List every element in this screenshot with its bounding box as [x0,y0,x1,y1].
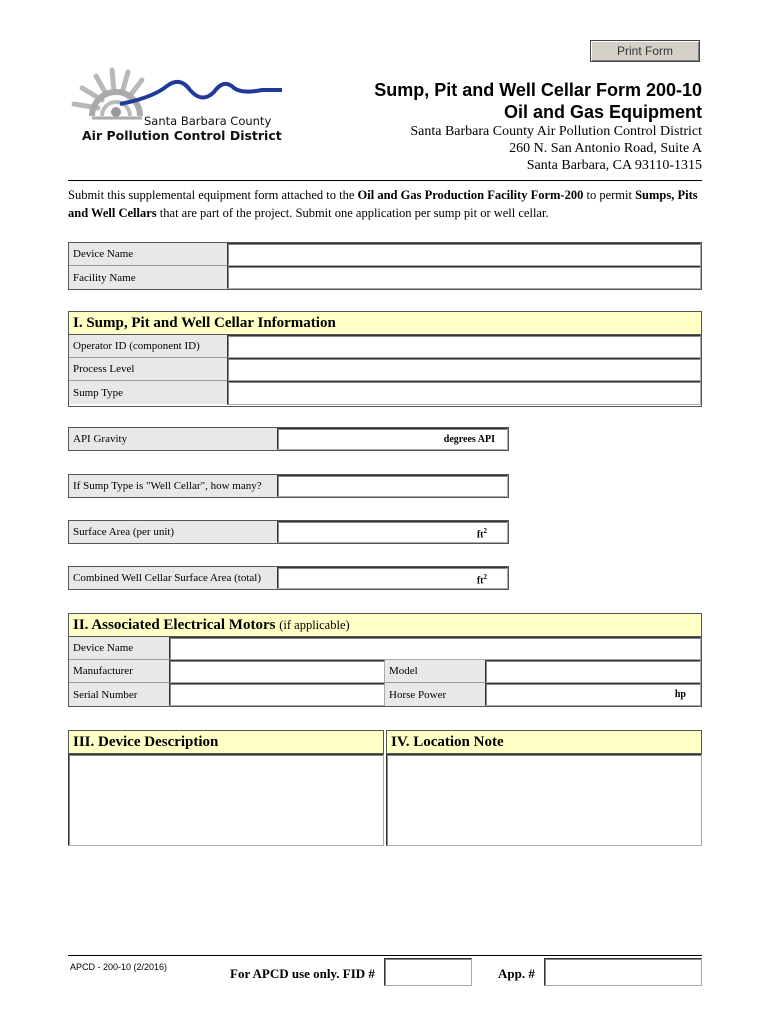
model-label: Model [385,660,485,683]
api-unit: degrees API [443,434,495,445]
fid-field[interactable] [384,958,472,986]
api-gravity-field[interactable] [277,428,508,450]
intro-bold1: Oil and Gas Production Facility Form-200 [357,188,584,202]
device-description-field[interactable] [68,754,384,846]
section1-title: I. Sump, Pit and Well Cellar Information [73,314,336,331]
combined-area-unit [477,573,487,586]
app-field[interactable] [544,958,702,986]
manufacturer-label: Manufacturer [69,660,169,683]
operator-id-label: Operator ID (component ID) [69,335,227,358]
serial-number-label: Serial Number [69,683,169,706]
surface-area-unit-exp: 2 [483,527,487,535]
section2-title: II. Associated Electrical Motors [73,616,276,633]
sump-type-label: Sump Type [69,381,227,404]
section2-header [68,613,702,637]
logo-line2: Air Pollution Control District [82,128,282,143]
intro-bold2: Sumps, Pits and Well Cellars [68,188,698,220]
section1-box [68,335,702,407]
address-line2: 260 N. San Antonio Road, Suite A [509,141,702,156]
general-info-box [68,242,702,290]
form-subtitle: Oil and Gas Equipment [503,102,702,122]
print-form-button[interactable]: Print Form [590,40,700,62]
surface-area-box [68,520,509,544]
location-note-field[interactable] [386,754,702,846]
apcd-use-label: For APCD use only. FID # [230,966,375,981]
section2-title-note: (if applicable) [279,617,350,632]
process-level-label: Process Level [69,358,227,381]
footer-divider [68,955,702,956]
section4-title: IV. Location Note [391,733,504,750]
apcd-logo [62,64,292,150]
combined-area-unit-text: ft [476,575,484,587]
device-name-field[interactable] [227,243,701,266]
section3-title: III. Device Description [73,733,219,750]
operator-id-field[interactable] [227,335,701,358]
address-line1: Santa Barbara County Air Pollution Control District [410,124,702,139]
combined-area-unit-exp: 2 [483,573,487,581]
manufacturer-field[interactable] [169,660,385,683]
combined-area-field[interactable] [277,567,508,589]
device-name-label: Device Name [69,243,227,266]
section3-header [68,730,384,754]
process-level-field[interactable] [227,358,701,381]
form-id: APCD - 200-10 (2/2016) [70,962,168,972]
well-cellar-count-field[interactable] [277,475,508,497]
intro-part1: Submit this supplemental equipment form attached to the [68,188,358,202]
header-divider [68,180,702,181]
app-label: App. # [498,966,535,981]
surface-area-unit-text: ft [476,529,484,541]
surface-area-unit [477,527,487,540]
motor-device-name-field[interactable] [169,637,701,660]
address-line3: Santa Barbara, CA 93110-1315 [526,158,702,173]
section1-header [68,311,702,335]
horse-power-label: Horse Power [385,683,485,706]
logo-line1: Santa Barbara County [144,114,272,128]
facility-name-field[interactable] [227,266,701,289]
horse-power-field[interactable] [485,683,701,706]
serial-number-field[interactable] [169,683,385,706]
combined-area-label: Combined Well Cellar Surface Area (total) [69,567,277,589]
motor-device-name-label: Device Name [69,637,169,660]
hp-unit: hp [674,689,686,700]
form-title: Sump, Pit and Well Cellar Form 200-10 [374,80,702,100]
combined-area-box [68,566,509,590]
surface-area-label: Surface Area (per unit) [69,521,277,543]
facility-name-label: Facility Name [69,266,227,289]
surface-area-field[interactable] [277,521,508,543]
section2-box [68,637,702,707]
intro-text [68,186,702,222]
api-gravity-label: API Gravity [69,428,277,450]
section4-header [386,730,702,754]
api-gravity-box [68,427,509,451]
sump-type-field[interactable] [227,381,701,405]
well-cellar-count-box [68,474,509,498]
model-field[interactable] [485,660,701,683]
well-cellar-count-label: If Sump Type is "Well Cellar", how many? [69,475,277,497]
intro-part2: to permit [583,188,636,202]
intro-part3: that are part of the project. Submit one application per sump pit or well cellar. [156,206,549,220]
